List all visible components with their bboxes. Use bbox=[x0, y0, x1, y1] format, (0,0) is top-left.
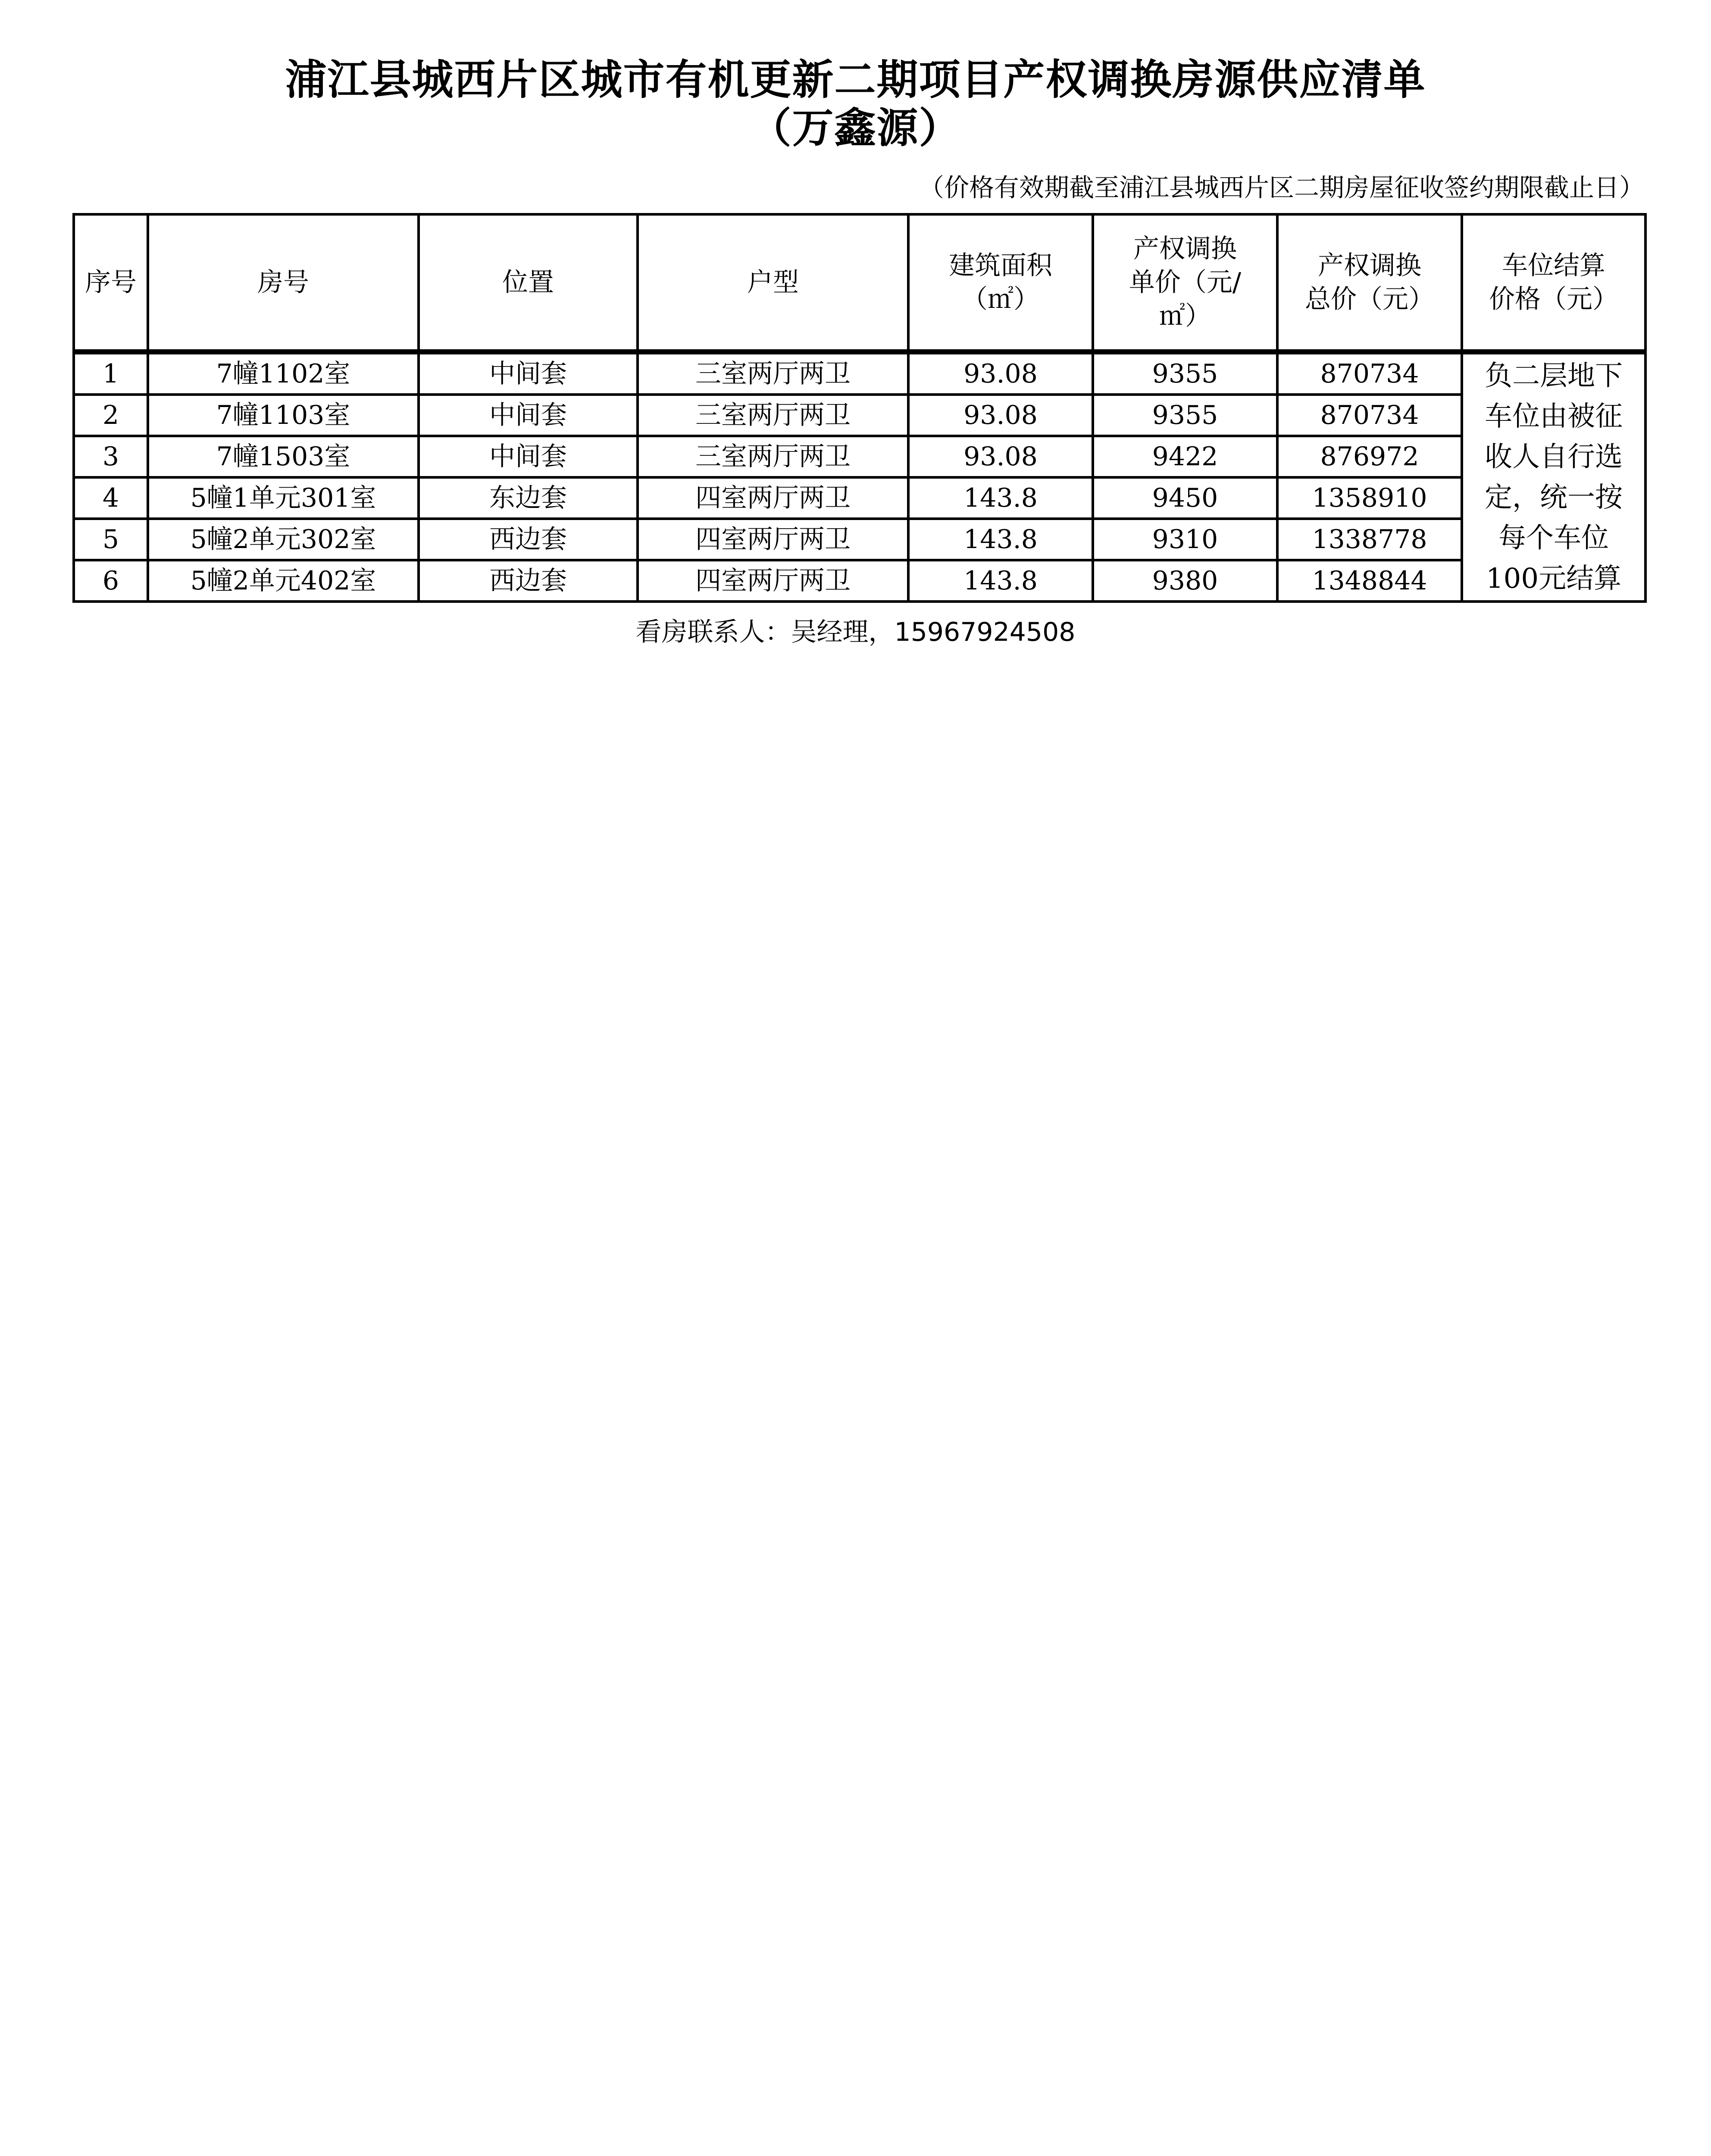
cell-area: 143.8 bbox=[908, 560, 1093, 602]
table-row bbox=[74, 352, 1645, 395]
cell-total-price: 1338778 bbox=[1277, 519, 1462, 560]
cell-area: 93.08 bbox=[908, 352, 1093, 395]
cell-area: 143.8 bbox=[908, 519, 1093, 560]
document-subtitle: （万鑫源） bbox=[750, 104, 961, 152]
table-row bbox=[74, 560, 1645, 602]
cell-seq: 4 bbox=[74, 477, 148, 519]
table-header-row bbox=[74, 214, 1645, 352]
cell-layout: 四室两厅两卫 bbox=[638, 560, 908, 602]
header-layout: 户型 bbox=[638, 214, 908, 352]
cell-unit-price: 9450 bbox=[1093, 477, 1277, 519]
cell-layout: 三室两厅两卫 bbox=[638, 436, 908, 477]
table-row bbox=[74, 477, 1645, 519]
cell-position: 西边套 bbox=[419, 560, 638, 602]
cell-room: 7幢1102室 bbox=[148, 352, 419, 395]
cell-room: 5幢2单元402室 bbox=[148, 560, 419, 602]
supply-table bbox=[72, 213, 1647, 603]
header-room: 房号 bbox=[148, 214, 419, 352]
cell-seq: 3 bbox=[74, 436, 148, 477]
cell-position: 中间套 bbox=[419, 395, 638, 436]
table-row bbox=[74, 519, 1645, 560]
cell-position: 东边套 bbox=[419, 477, 638, 519]
cell-position: 中间套 bbox=[419, 352, 638, 395]
header-seq: 序号 bbox=[74, 214, 148, 352]
header-position: 位置 bbox=[419, 214, 638, 352]
cell-unit-price: 9310 bbox=[1093, 519, 1277, 560]
cell-total-price: 870734 bbox=[1277, 395, 1462, 436]
cell-room: 7幢1503室 bbox=[148, 436, 419, 477]
cell-unit-price: 9355 bbox=[1093, 395, 1277, 436]
cell-unit-price: 9380 bbox=[1093, 560, 1277, 602]
cell-area: 93.08 bbox=[908, 395, 1093, 436]
cell-layout: 三室两厅两卫 bbox=[638, 352, 908, 395]
cell-seq: 5 bbox=[74, 519, 148, 560]
cell-total-price: 870734 bbox=[1277, 352, 1462, 395]
header-parking: 车位结算 价格（元） bbox=[1462, 214, 1645, 352]
header-total-price: 产权调换 总价（元） bbox=[1277, 214, 1462, 352]
cell-layout: 三室两厅两卫 bbox=[638, 395, 908, 436]
table-row bbox=[74, 395, 1645, 436]
cell-unit-price: 9422 bbox=[1093, 436, 1277, 477]
cell-position: 中间套 bbox=[419, 436, 638, 477]
cell-layout: 四室两厅两卫 bbox=[638, 477, 908, 519]
document-title: 浦江县城西片区城市有机更新二期项目产权调换房源供应清单 bbox=[285, 56, 1426, 104]
validity-note: （价格有效期截至浦江县城西片区二期房屋征收签约期限截止日） bbox=[919, 173, 1644, 202]
table-row bbox=[74, 436, 1645, 477]
cell-seq: 2 bbox=[74, 395, 148, 436]
cell-position: 西边套 bbox=[419, 519, 638, 560]
cell-room: 7幢1103室 bbox=[148, 395, 419, 436]
cell-room: 5幢2单元302室 bbox=[148, 519, 419, 560]
contact-info: 看房联系人：吴经理，15967924508 bbox=[635, 617, 1076, 647]
cell-seq: 6 bbox=[74, 560, 148, 602]
parking-note-cell: 负二层地下 车位由被征 收人自行选 定，统一按 每个车位 100元结算 bbox=[1462, 352, 1645, 602]
cell-area: 93.08 bbox=[908, 436, 1093, 477]
cell-seq: 1 bbox=[74, 352, 148, 395]
cell-room: 5幢1单元301室 bbox=[148, 477, 419, 519]
cell-unit-price: 9355 bbox=[1093, 352, 1277, 395]
header-unit-price: 产权调换 单价（元/ ㎡） bbox=[1093, 214, 1277, 352]
cell-total-price: 1358910 bbox=[1277, 477, 1462, 519]
cell-layout: 四室两厅两卫 bbox=[638, 519, 908, 560]
cell-total-price: 876972 bbox=[1277, 436, 1462, 477]
header-area: 建筑面积 （㎡） bbox=[908, 214, 1093, 352]
cell-area: 143.8 bbox=[908, 477, 1093, 519]
cell-total-price: 1348844 bbox=[1277, 560, 1462, 602]
